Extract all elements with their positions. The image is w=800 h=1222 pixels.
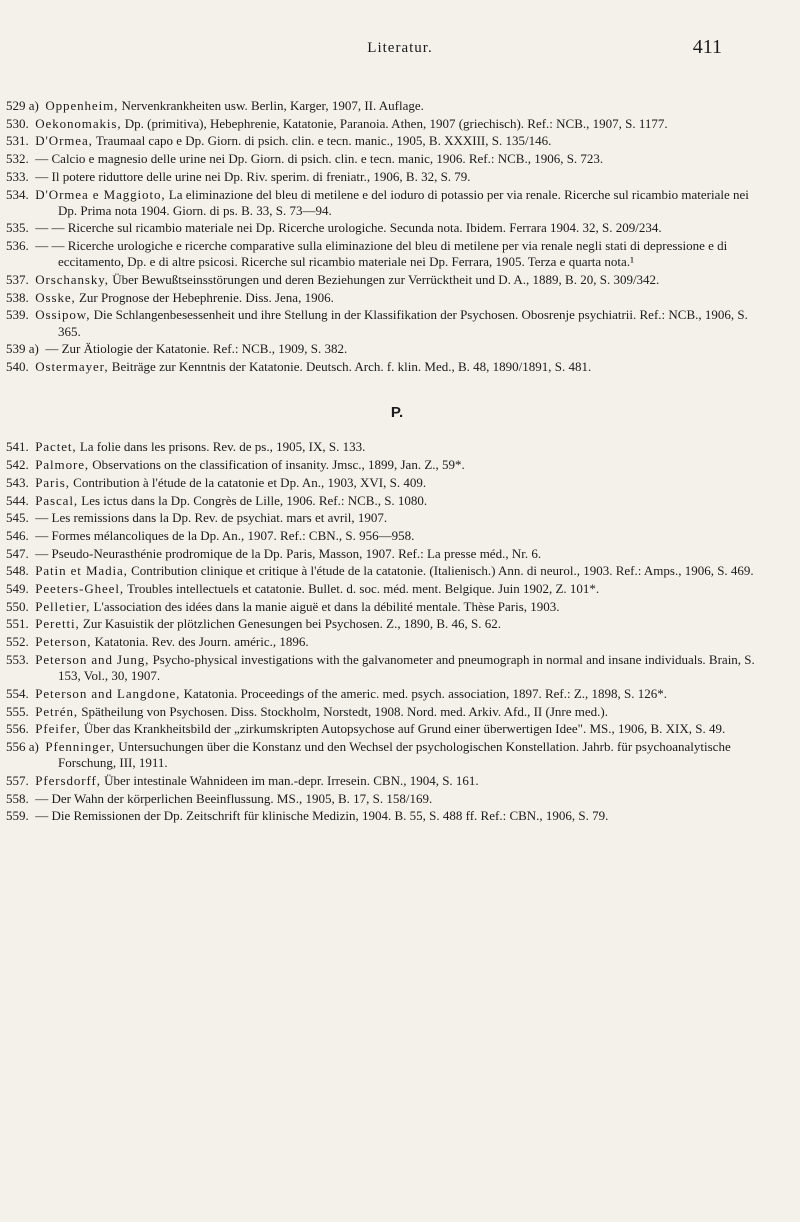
bibliography-entry: 552. Peterson, Katatonia. Rev. des Journ. améric., 1896. (6, 634, 309, 650)
bibliography-entry: 532. — Calcio e magnesio delle urine nei Dp. Giorn. di psich. clin. e tecn. manic, 1906. Ref.: NCB., 1906, S. 723. (6, 151, 604, 167)
page-number: 411 (692, 36, 722, 58)
bibliography-entry: 550. Pelletier, L'association des idées dans la manie aiguë et dans la débilité mentale. Thèse Paris, 1903. (6, 598, 560, 614)
entry-text: Über intestinale Wahnideen im man.-depr. Irresein. CBN., 1904, S. 161. (104, 772, 479, 788)
entry-author: Pactet, (35, 439, 77, 455)
entries-group-o (6, 98, 762, 375)
entry-author: Pfeifer, (35, 721, 81, 737)
entry-author: Osske, (35, 289, 76, 305)
entry-text: — Il potere riduttore delle urine nei Dp. Riv. sperim. di freniatr., 1906, B. 32, S. 79. (35, 168, 471, 184)
entries-group-p (6, 439, 762, 824)
entry-text: Contribution clinique et critique à l'étude de la catatonie. (Italienisch.) Ann. di neurol., 1903. Ref.: Amps., 1906, S. 469. (131, 563, 754, 579)
entry-author: Peretti, (35, 616, 80, 632)
entry-author: Pascal, (35, 492, 79, 508)
bibliography-entry: 534. D'Ormea e Maggioto, La eliminazione del bleu di metilene e del ioduro di potassio per via renale. Ricerche sul ricambio materiale nei Dp. Prima nota 1904. Giorn. di ps. B. 33, S. 73—94. (6, 186, 749, 218)
bibliography-list (6, 98, 762, 824)
entry-text: Spätheilung von Psychosen. Diss. Stockholm, Norstedt, 1908. Nord. med. Arkiv. Afd., II (Jnre med.). (81, 703, 608, 719)
entry-text: Troubles intellectuels et catatonie. Bullet. d. soc. méd. ment. Belgique. Juin 1902, Z. 101*. (127, 581, 600, 597)
entry-text: — Formes mélancoliques de la Dp. An., 1907. Ref.: CBN., S. 956—958. (35, 527, 415, 543)
entry-author: Peeters-Gheel, (35, 581, 125, 597)
entry-text: Katatonia. Rev. des Journ. améric., 1896. (94, 634, 309, 650)
entry-author: Palmore, (35, 457, 90, 473)
bibliography-entry: 535. — — Ricerche sul ricambio materiale nei Dp. Ricerche urologiche. Secunda nota. Ibidem. Ferrara 1904. 32, S. 209/234. (6, 220, 662, 236)
entry-author: D'Ormea e Maggioto, (35, 186, 166, 202)
entry-text: — Calcio e magnesio delle urine nei Dp. Giorn. di psich. clin. e tecn. manic, 1906. Ref.: NCB., 1906, S. 723. (35, 151, 604, 167)
bibliography-entry: 533. — Il potere riduttore delle urine nei Dp. Riv. sperim. di freniatr., 1906, B. 32, S. 79. (6, 168, 471, 184)
entry-text: Untersuchungen über die Konstanz und den Wechsel der psychologischen Konstellation. Jahrb. für psychoanalytische Forschung, III, 1911. (58, 738, 731, 771)
bibliography-entry: 555. Petrén, Spätheilung von Psychosen. Diss. Stockholm, Norstedt, 1908. Nord. med. Arkiv. Afd., II (Jnre med.). (6, 703, 608, 719)
entry-text: Über Bewußtseinsstörungen und deren Beziehungen zur Verrücktheit und D. A., 1889, B. 20, S. 309/342. (112, 272, 660, 288)
entry-text: — — Ricerche urologiche e ricerche comparative sulla eliminazione del bleu di metilene per via renale negli stati di depressione e di eccitamento, Dp. e di altre psicosi. Ricerche sul ricambio materiale nei Dp. Ferrara, 1905. Terza e quarta nota.¹ (35, 238, 728, 270)
bibliography-entry: 553. Peterson and Jung, Psycho-physical investigations with the galvanometer and pneumograph in normal and insane individuals. Brain, S. 153, Vol., 30, 1907. (6, 651, 755, 684)
bibliography-entry: 531. D'Ormea, Traumaal capo e Dp. Giorn. di psich. clin. e tecn. manic., 1905, B. XXXIII, S. 135/146. (6, 133, 552, 149)
entry-text: Katatonia. Proceedings of the americ. med. psych. association, 1897. Ref.: Z., 1898, S. 126*. (183, 685, 668, 701)
entry-text: Dp. (primitiva), Hebephrenie, Katatonie, Paranoia. Athen, 1907 (griechisch). Ref.: NCB., 1907, S. 1177. (124, 115, 668, 131)
entry-text: — Der Wahn der körperlichen Beeinflussung. MS., 1905, B. 17, S. 158/169. (35, 790, 433, 806)
bibliography-entry (6, 738, 762, 771)
entry-text: — Les remissions dans la Dp. Rev. de psychiat. mars et avril, 1907. (35, 510, 388, 526)
entry-text: — Pseudo-Neurasthénie prodromique de la Dp. Paris, Masson, 1907. Ref.: La presse méd., Nr. 6. (35, 545, 542, 561)
bibliography-entry: 536. — — Ricerche urologiche e ricerche comparative sulla eliminazione del bleu di metilene per via renale negli stati di depressione e di eccitamento, Dp. e di altre psicosi. Ricerche sul ricambio materiale nei Dp. Ferrara, 1905. Terza e quarta nota.¹ (6, 238, 728, 270)
entry-text: — — Ricerche sul ricambio materiale nei Dp. Ricerche urologiche. Secunda nota. Ibidem. Ferrara 1904. 32, S. 209/234. (35, 220, 662, 236)
entry-author: Peterson and Langdone, (35, 685, 181, 701)
entry-author: Patin et Madia, (35, 563, 128, 579)
bibliography-entry: 543. Paris, Contribution à l'étude de la catatonie et Dp. An., 1903, XVI, S. 409. (6, 474, 427, 490)
bibliography-entry: 548. Patin et Madia, Contribution clinique et critique à l'étude de la catatonie. (Italienisch.) Ann. di neurol., 1903. Ref.: Amps., 1906, S. 469. (6, 563, 754, 579)
bibliography-entry: 559. — Die Remissionen der Dp. Zeitschrift für klinische Medizin, 1904. B. 55, S. 488 ff. Ref.: CBN., 1906, S. 79. (6, 808, 609, 824)
bibliography-entry: 538. Osske, Zur Prognose der Hebephrenie. Diss. Jena, 1906. (6, 289, 334, 305)
bibliography-entry: 545. — Les remissions dans la Dp. Rev. de psychiat. mars et avril, 1907. (6, 510, 388, 526)
entry-text: Traumaal capo e Dp. Giorn. di psich. clin. e tecn. manic., 1905, B. XXXIII, S. 135/146. (95, 133, 552, 149)
entry-author: Peterson, (35, 634, 92, 650)
entry-author: Oekonomakis, (35, 115, 122, 131)
bibliography-entry: 541. Pactet, La folie dans les prisons. Rev. de ps., 1905, IX, S. 133. (6, 439, 366, 455)
entry-number: 556 a) (6, 738, 39, 754)
entry-text: Nervenkrankheiten usw. Berlin, Karger, 1907, II. Auflage. (121, 98, 424, 113)
entry-author: Pfenninger, (45, 738, 116, 754)
entry-number: 529 a) (6, 98, 39, 113)
entry-text: Psycho-physical investigations with the galvanometer and pneumograph in normal and insane individuals. Brain, S. 153, Vol., 30, 1907. (58, 651, 755, 684)
entry-text: Contribution à l'étude de la catatonie et Dp. An., 1903, XVI, S. 409. (73, 474, 427, 490)
entry-text: La eliminazione del bleu di metilene e del ioduro di potassio per via renale. Ricerche sul ricambio materiale nei Dp. Prima nota 1904. Giorn. di ps. B. 33, S. 73—94. (58, 186, 749, 218)
entry-author: Oppenheim, (45, 98, 119, 113)
entry-author: Pfersdorff, (35, 772, 101, 788)
bibliography-entry: 557. Pfersdorff, Über intestinale Wahnideen im man.-depr. Irresein. CBN., 1904, S. 161. (6, 772, 479, 788)
bibliography-entry: 546. — Formes mélancoliques de la Dp. An., 1907. Ref.: CBN., S. 956—958. (6, 527, 415, 543)
entry-text: — Zur Ätiologie der Katatonie. Ref.: NCB., 1909, S. 382. (45, 341, 348, 357)
entry-text: Über das Krankheitsbild der „zirkumskripten Autopsychose auf Grund einer überwertigen Idee". MS., 1906, B. XIX, S. 49. (83, 721, 726, 737)
bibliography-entry: 556. Pfeifer, Über das Krankheitsbild der „zirkumskripten Autopsychose auf Grund einer überwertigen Idee". MS., 1906, B. XIX, S. 49. (6, 721, 726, 737)
entry-text: Die Schlangenbesessenheit und ihre Stellung in der Klassifikation der Psychosen. Obosrenje psychiatrii. Ref.: NCB., 1906, S. 365. (58, 307, 748, 339)
entry-text: Beiträge zur Kenntnis der Katatonie. Deutsch. Arch. f. klin. Med., B. 48, 1890/1891, S. 481. (111, 359, 592, 375)
bibliography-entry (6, 98, 762, 114)
entry-text: La folie dans les prisons. Rev. de ps., 1905, IX, S. 133. (79, 439, 366, 455)
entry-text: L'association des idées dans la manie aiguë et dans la débilité mentale. Thèse Paris, 1903. (93, 598, 560, 614)
entry-author: Paris, (35, 474, 70, 490)
entry-author: Petrén, (35, 703, 79, 719)
entry-number: 539 a) (6, 341, 39, 357)
entry-author: D'Ormea, (35, 133, 93, 149)
bibliography-entry: 547. — Pseudo-Neurasthénie prodromique de la Dp. Paris, Masson, 1907. Ref.: La presse méd., Nr. 6. (6, 545, 542, 561)
entry-text: Zur Prognose der Hebephrenie. Diss. Jena, 1906. (78, 289, 334, 305)
entry-author: Ostermayer, (35, 359, 109, 375)
bibliography-entry: 544. Pascal, Les ictus dans la Dp. Congrès de Lille, 1906. Ref.: NCB., S. 1080. (6, 492, 428, 508)
bibliography-entry: 537. Orschansky, Über Bewußtseinsstörungen und deren Beziehungen zur Verrücktheit und D. A., 1889, B. 20, S. 309/342. (6, 272, 660, 288)
entry-text: Zur Kasuistik der plötzlichen Genesungen bei Psychosen. Z., 1890, B. 46, S. 62. (82, 616, 501, 632)
bibliography-entry: 549. Peeters-Gheel, Troubles intellectuels et catatonie. Bullet. d. soc. méd. ment. Belgique. Juin 1902, Z. 101*. (6, 581, 600, 597)
bibliography-entry: 558. — Der Wahn der körperlichen Beeinflussung. MS., 1905, B. 17, S. 158/169. (6, 790, 433, 806)
bibliography-entry: 540. Ostermayer, Beiträge zur Kenntnis der Katatonie. Deutsch. Arch. f. klin. Med., B. 48, 1890/1891, S. 481. (6, 359, 592, 375)
entry-text: — Die Remissionen der Dp. Zeitschrift für klinische Medizin, 1904. B. 55, S. 488 ff. Ref.: CBN., 1906, S. 79. (35, 808, 609, 824)
entry-author: Pelletier, (35, 598, 91, 614)
section-heading: P. (390, 404, 404, 422)
entry-author: Peterson and Jung, (35, 651, 150, 667)
entry-author: Orschansky, (35, 272, 109, 288)
bibliography-entry (6, 341, 762, 357)
bibliography-entry: 554. Peterson and Langdone, Katatonia. Proceedings of the americ. med. psych. association, 1897. Ref.: Z., 1898, S. 126*. (6, 685, 668, 701)
bibliography-entry: 542. Palmore, Observations on the classification of insanity. Jmsc., 1899, Jan. Z., 59*. (6, 457, 465, 473)
entry-text: Observations on the classification of insanity. Jmsc., 1899, Jan. Z., 59*. (92, 457, 465, 473)
bibliography-entry: 551. Peretti, Zur Kasuistik der plötzlichen Genesungen bei Psychosen. Z., 1890, B. 46, S. 62. (6, 616, 501, 632)
bibliography-entry: 530. Oekonomakis, Dp. (primitiva), Hebephrenie, Katatonie, Paranoia. Athen, 1907 (griechisch). Ref.: NCB., 1907, S. 1177. (6, 115, 668, 131)
entry-author: Ossipow, (35, 307, 91, 323)
entry-text: Les ictus dans la Dp. Congrès de Lille, 1906. Ref.: NCB., S. 1080. (81, 492, 428, 508)
running-title: Literatur. (367, 40, 433, 56)
bibliography-entry: 539. Ossipow, Die Schlangenbesessenheit und ihre Stellung in der Klassifikation der Psychosen. Obosrenje psychiatrii. Ref.: NCB., 1906, S. 365. (6, 307, 748, 339)
